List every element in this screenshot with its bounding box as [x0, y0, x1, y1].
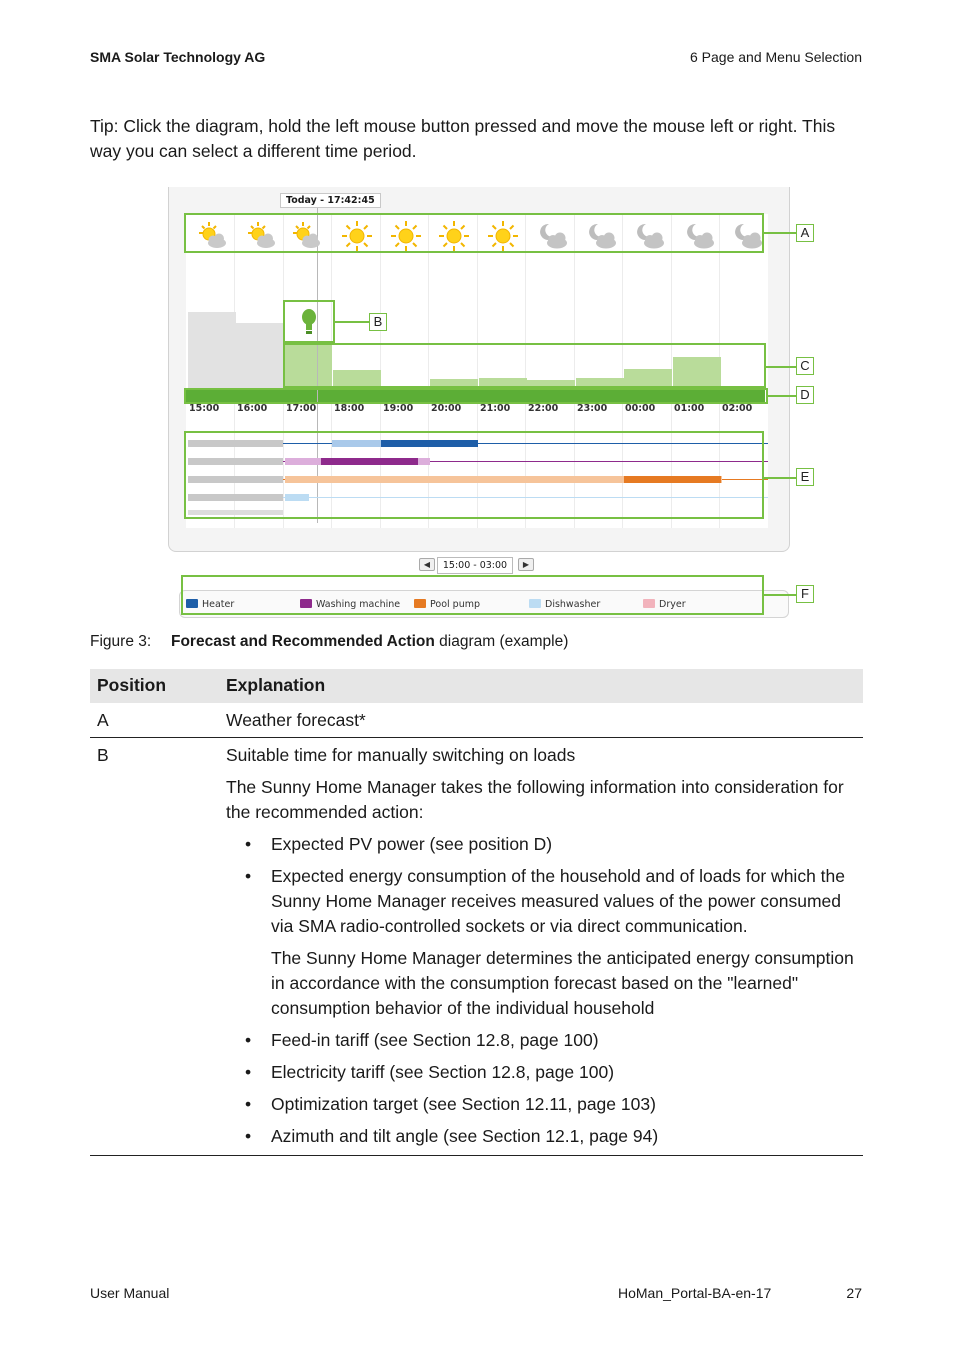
marker-c: C — [796, 357, 814, 375]
highlight-pv-forecast — [283, 343, 766, 388]
highlight-recommendation — [283, 300, 335, 343]
explanation-line: The Sunny Home Manager takes the following information into consideration for the recommended action: — [226, 777, 844, 822]
marker-a: A — [796, 224, 814, 242]
leader-d — [766, 395, 796, 397]
row-position: A — [97, 710, 109, 730]
header-explanation: Explanation — [226, 675, 326, 695]
legend-item-pool-pump: Pool pump — [414, 599, 480, 610]
table-row — [90, 738, 863, 1156]
time-tick: 16:00 — [237, 403, 268, 414]
leader-a — [762, 232, 796, 234]
marker-b: B — [369, 313, 387, 331]
figure-caption — [90, 633, 568, 651]
next-period-button[interactable]: ▶ — [518, 558, 534, 571]
bullet-subtext: The Sunny Home Manager determines the anticipated energy consumption in accordance with the consumption forecast based on the "learned" consumption behavior of the individual household — [271, 948, 854, 1018]
time-tick: 02:00 — [722, 403, 753, 414]
row-explanation — [226, 743, 863, 1149]
table-header — [90, 669, 863, 703]
today-label: Today - 17:42:45 — [280, 193, 381, 208]
marker-d: D — [796, 386, 814, 404]
row-explanation: Weather forecast* — [226, 710, 366, 730]
forecast-diagram[interactable] — [165, 185, 810, 625]
bullet-item: • Optimization target (see Section 12.11, page 103) — [226, 1092, 863, 1117]
time-tick: 19:00 — [383, 403, 414, 414]
bullet-item: • Azimuth and tilt angle (see Section 12.1, page 94) — [226, 1124, 863, 1149]
explanation-table — [90, 669, 863, 1156]
highlight-pv-band — [184, 388, 768, 404]
time-tick: 00:00 — [625, 403, 656, 414]
table-row — [90, 703, 863, 738]
time-tick: 17:00 — [286, 403, 317, 414]
highlight-legend — [181, 575, 764, 615]
highlight-weather — [184, 213, 764, 253]
legend-item-washing-machine: Washing machine — [300, 599, 400, 610]
header-company: SMA Solar Technology AG — [90, 49, 266, 65]
time-tick: 23:00 — [577, 403, 608, 414]
bullet-item: • Expected energy consumption of the household and of loads for which the Sunny Home Manager receives measured values of the power consumed via SMA radio-controlled sockets or via direct communication. — [226, 864, 863, 939]
bullet-item: • Feed-in tariff (see Section 12.8, page 100) — [226, 1028, 863, 1053]
row-position: B — [97, 745, 109, 765]
time-tick: 15:00 — [189, 403, 220, 414]
bullet-item: • Electricity tariff (see Section 12.8, page 100) — [226, 1060, 863, 1085]
marker-e: E — [796, 468, 814, 486]
header-section: 6 Page and Menu Selection — [689, 49, 862, 65]
caption-label: Figure 3: — [90, 633, 152, 650]
legend-item-dryer: Dryer — [643, 599, 686, 610]
time-tick: 21:00 — [480, 403, 511, 414]
footer-page-number: 27 — [846, 1285, 862, 1301]
leader-c — [764, 366, 796, 368]
caption-title: Forecast and Recommended Action — [171, 633, 435, 650]
marker-f: F — [796, 585, 814, 603]
time-tick: 18:00 — [334, 403, 365, 414]
prev-period-button[interactable]: ◀ — [419, 558, 435, 571]
leader-f — [762, 594, 796, 596]
bullet-item: • Expected PV power (see position D) — [226, 832, 863, 857]
leader-e — [762, 477, 796, 479]
legend-item-dishwasher: Dishwasher — [529, 599, 600, 610]
time-tick: 01:00 — [674, 403, 705, 414]
caption-suffix: diagram (example) — [434, 633, 569, 650]
explanation-line: Suitable time for manually switching on loads — [226, 745, 576, 765]
highlight-loads — [184, 431, 764, 519]
legend-item-heater: Heater — [186, 599, 234, 610]
past-bar — [236, 323, 284, 390]
past-bar — [188, 312, 236, 390]
tip-text: Tip: Click the diagram, hold the left mouse button pressed and move the mouse left or right. This way you can select a different time period. — [90, 116, 836, 161]
time-tick: 22:00 — [528, 403, 559, 414]
leader-b — [333, 321, 369, 323]
footer-doc-id: HoMan_Portal-BA-en-17 — [618, 1285, 772, 1301]
time-range-display: 15:00 - 03:00 — [437, 557, 513, 574]
footer-manual: User Manual — [90, 1285, 170, 1301]
header-position: Position — [97, 675, 167, 695]
time-tick: 20:00 — [431, 403, 462, 414]
